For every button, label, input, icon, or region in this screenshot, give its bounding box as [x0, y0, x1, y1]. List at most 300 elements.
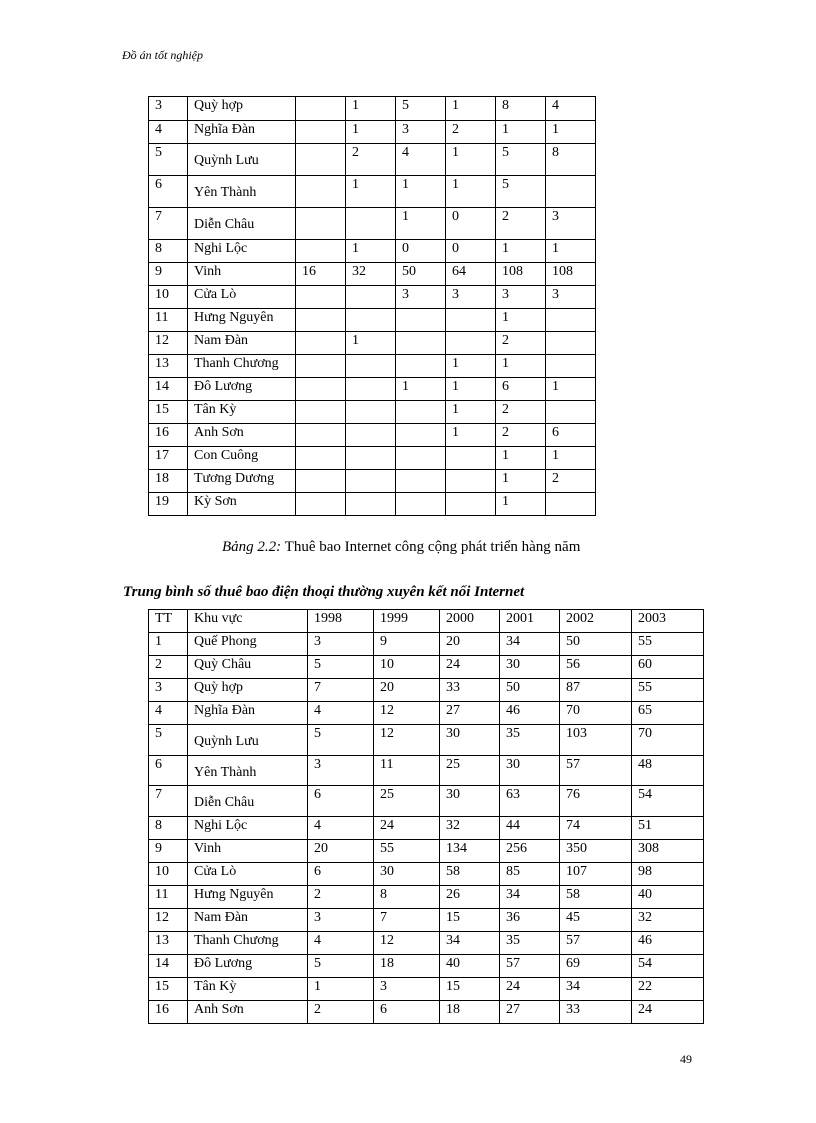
value-cell: 6 — [546, 424, 596, 447]
value-cell: 34 — [500, 886, 560, 909]
value-cell: 350 — [560, 840, 632, 863]
table-row — [149, 817, 704, 840]
value-cell: 34 — [500, 633, 560, 656]
district-name: Kỳ Sơn — [188, 493, 296, 516]
value-cell: 56 — [560, 656, 632, 679]
row-index: 14 — [149, 378, 188, 401]
value-cell: 1 — [308, 978, 374, 1001]
row-index: 3 — [149, 97, 188, 121]
district-name: Tân Kỳ — [188, 978, 308, 1001]
row-index: 17 — [149, 447, 188, 470]
value-cell — [296, 176, 346, 208]
value-cell: 3 — [308, 909, 374, 932]
value-cell: 50 — [560, 633, 632, 656]
table-row — [149, 725, 704, 756]
value-cell: 3 — [308, 633, 374, 656]
value-cell: 15 — [440, 909, 500, 932]
table-row — [149, 470, 596, 493]
value-cell: 34 — [440, 932, 500, 955]
value-cell: 57 — [560, 932, 632, 955]
value-cell — [296, 144, 346, 176]
row-index: 13 — [149, 355, 188, 378]
value-cell: 30 — [500, 656, 560, 679]
value-cell — [446, 332, 496, 355]
value-cell: 20 — [440, 633, 500, 656]
value-cell: 12 — [374, 932, 440, 955]
table-row — [149, 886, 704, 909]
value-cell — [346, 470, 396, 493]
value-cell: 0 — [396, 240, 446, 263]
value-cell: 8 — [546, 144, 596, 176]
value-cell — [296, 378, 346, 401]
table-row — [149, 633, 704, 656]
table-row — [149, 97, 596, 121]
row-index: 11 — [149, 886, 188, 909]
value-cell: 34 — [560, 978, 632, 1001]
value-cell: 27 — [500, 1001, 560, 1024]
district-name: Quỳ hợp — [188, 97, 296, 121]
value-cell — [546, 493, 596, 516]
value-cell: 1 — [446, 424, 496, 447]
row-index: 2 — [149, 656, 188, 679]
table-row — [149, 909, 704, 932]
value-cell: 1 — [446, 401, 496, 424]
value-cell: 1 — [496, 240, 546, 263]
district-name: Tân Kỳ — [188, 401, 296, 424]
value-cell — [296, 121, 346, 144]
section-subtitle: Trung bình số thuê bao điện thoại thường xuyên kết nối Internet — [123, 584, 525, 600]
district-name: Yên Thành — [188, 756, 308, 786]
value-cell: 1 — [496, 447, 546, 470]
district-name: Vinh — [188, 840, 308, 863]
value-cell: 5 — [496, 176, 546, 208]
value-cell — [296, 424, 346, 447]
district-name: Con Cuông — [188, 447, 296, 470]
district-name: Đô Lương — [188, 378, 296, 401]
table-caption — [222, 539, 580, 556]
value-cell: 25 — [374, 786, 440, 817]
value-cell: 58 — [560, 886, 632, 909]
district-name: Nghi Lộc — [188, 817, 308, 840]
row-index: 10 — [149, 863, 188, 886]
value-cell: 24 — [500, 978, 560, 1001]
value-cell: 22 — [632, 978, 704, 1001]
value-cell: 1 — [546, 378, 596, 401]
table-row — [149, 208, 596, 240]
value-cell: 2 — [546, 470, 596, 493]
value-cell: 32 — [346, 263, 396, 286]
row-index: 7 — [149, 786, 188, 817]
value-cell: 45 — [560, 909, 632, 932]
page-header: Đồ án tốt nghiệp — [122, 48, 203, 62]
column-header: TT — [149, 610, 188, 633]
district-name: Hưng Nguyên — [188, 309, 296, 332]
table-row — [149, 493, 596, 516]
table-row — [149, 309, 596, 332]
table-row — [149, 932, 704, 955]
table-row — [149, 144, 596, 176]
value-cell: 8 — [496, 97, 546, 121]
value-cell — [396, 447, 446, 470]
district-name: Anh Sơn — [188, 1001, 308, 1024]
value-cell: 1 — [346, 240, 396, 263]
row-index: 13 — [149, 932, 188, 955]
row-index: 6 — [149, 756, 188, 786]
value-cell: 1 — [496, 470, 546, 493]
district-name: Yên Thành — [188, 176, 296, 208]
row-index: 3 — [149, 679, 188, 702]
value-cell: 2 — [496, 424, 546, 447]
value-cell: 1 — [346, 176, 396, 208]
value-cell: 5 — [496, 144, 546, 176]
value-cell — [396, 355, 446, 378]
value-cell: 308 — [632, 840, 704, 863]
value-cell — [546, 355, 596, 378]
value-cell: 24 — [374, 817, 440, 840]
table-row — [149, 286, 596, 309]
value-cell: 35 — [500, 932, 560, 955]
value-cell: 57 — [500, 955, 560, 978]
value-cell — [296, 447, 346, 470]
value-cell: 6 — [496, 378, 546, 401]
table-row — [149, 955, 704, 978]
value-cell: 2 — [308, 1001, 374, 1024]
row-index: 11 — [149, 309, 188, 332]
value-cell — [396, 401, 446, 424]
value-cell: 1 — [346, 332, 396, 355]
column-header: 2002 — [560, 610, 632, 633]
value-cell: 46 — [500, 702, 560, 725]
row-index: 4 — [149, 121, 188, 144]
value-cell: 1 — [346, 97, 396, 121]
value-cell: 25 — [440, 756, 500, 786]
column-header: 1998 — [308, 610, 374, 633]
value-cell: 1 — [546, 121, 596, 144]
value-cell: 1 — [396, 378, 446, 401]
district-name: Nam Đàn — [188, 332, 296, 355]
row-index: 7 — [149, 208, 188, 240]
value-cell — [346, 424, 396, 447]
value-cell — [396, 493, 446, 516]
district-name: Cửa Lò — [188, 286, 296, 309]
column-header: 2001 — [500, 610, 560, 633]
value-cell: 70 — [632, 725, 704, 756]
district-name: Hưng Nguyên — [188, 886, 308, 909]
value-cell — [546, 309, 596, 332]
value-cell: 0 — [446, 240, 496, 263]
value-cell: 58 — [440, 863, 500, 886]
row-index: 10 — [149, 286, 188, 309]
value-cell: 3 — [446, 286, 496, 309]
value-cell: 7 — [374, 909, 440, 932]
value-cell: 64 — [446, 263, 496, 286]
value-cell: 18 — [440, 1001, 500, 1024]
value-cell: 36 — [500, 909, 560, 932]
value-cell: 8 — [374, 886, 440, 909]
value-cell: 33 — [560, 1001, 632, 1024]
row-index: 18 — [149, 470, 188, 493]
table-row — [149, 679, 704, 702]
value-cell: 5 — [308, 725, 374, 756]
district-name: Diễn Châu — [188, 208, 296, 240]
table-row — [149, 176, 596, 208]
value-cell: 5 — [308, 656, 374, 679]
value-cell: 30 — [440, 725, 500, 756]
value-cell: 46 — [632, 932, 704, 955]
table-row — [149, 656, 704, 679]
value-cell — [396, 309, 446, 332]
value-cell — [446, 447, 496, 470]
value-cell: 1 — [546, 447, 596, 470]
value-cell — [396, 470, 446, 493]
value-cell: 4 — [308, 817, 374, 840]
value-cell: 2 — [496, 208, 546, 240]
value-cell: 2 — [496, 332, 546, 355]
value-cell: 108 — [496, 263, 546, 286]
value-cell — [296, 355, 346, 378]
value-cell — [346, 309, 396, 332]
table-row — [149, 378, 596, 401]
value-cell: 50 — [500, 679, 560, 702]
table-row — [149, 401, 596, 424]
value-cell: 63 — [500, 786, 560, 817]
value-cell: 1 — [446, 355, 496, 378]
value-cell: 1 — [446, 378, 496, 401]
table-row — [149, 263, 596, 286]
value-cell — [296, 401, 346, 424]
value-cell: 60 — [632, 656, 704, 679]
value-cell: 54 — [632, 955, 704, 978]
value-cell: 32 — [440, 817, 500, 840]
value-cell: 57 — [560, 756, 632, 786]
value-cell: 1 — [496, 493, 546, 516]
value-cell — [296, 286, 346, 309]
district-name: Cửa Lò — [188, 863, 308, 886]
value-cell: 3 — [308, 756, 374, 786]
district-name: Thanh Chương — [188, 355, 296, 378]
value-cell: 1 — [446, 97, 496, 121]
value-cell — [546, 401, 596, 424]
value-cell — [546, 176, 596, 208]
value-cell: 40 — [632, 886, 704, 909]
value-cell: 5 — [308, 955, 374, 978]
value-cell — [296, 208, 346, 240]
value-cell — [296, 493, 346, 516]
value-cell: 5 — [396, 97, 446, 121]
district-name: Thanh Chương — [188, 932, 308, 955]
value-cell: 24 — [440, 656, 500, 679]
caption-text: Thuê bao Internet công cộng phát triển hàng năm — [281, 539, 581, 555]
table-row — [149, 447, 596, 470]
table-row — [149, 702, 704, 725]
value-cell — [346, 208, 396, 240]
value-cell: 55 — [374, 840, 440, 863]
district-name: Nghi Lộc — [188, 240, 296, 263]
value-cell: 20 — [374, 679, 440, 702]
table-row — [149, 786, 704, 817]
value-cell: 27 — [440, 702, 500, 725]
value-cell: 1 — [446, 144, 496, 176]
district-name: Quỳnh Lưu — [188, 144, 296, 176]
value-cell: 9 — [374, 633, 440, 656]
value-cell: 3 — [396, 121, 446, 144]
district-name: Quỳ hợp — [188, 679, 308, 702]
table-row — [149, 424, 596, 447]
table-row — [149, 1001, 704, 1024]
row-index: 9 — [149, 263, 188, 286]
value-cell: 18 — [374, 955, 440, 978]
row-index: 19 — [149, 493, 188, 516]
value-cell — [296, 97, 346, 121]
value-cell: 44 — [500, 817, 560, 840]
value-cell: 30 — [440, 786, 500, 817]
value-cell: 1 — [546, 240, 596, 263]
value-cell: 15 — [440, 978, 500, 1001]
district-name: Đô Lương — [188, 955, 308, 978]
column-header: 2000 — [440, 610, 500, 633]
value-cell: 2 — [346, 144, 396, 176]
value-cell: 6 — [308, 863, 374, 886]
value-cell: 16 — [296, 263, 346, 286]
value-cell — [296, 332, 346, 355]
value-cell: 70 — [560, 702, 632, 725]
value-cell: 1 — [396, 208, 446, 240]
row-index: 14 — [149, 955, 188, 978]
value-cell — [446, 470, 496, 493]
value-cell — [546, 332, 596, 355]
value-cell: 108 — [546, 263, 596, 286]
district-name: Vinh — [188, 263, 296, 286]
table-row — [149, 863, 704, 886]
value-cell: 6 — [308, 786, 374, 817]
value-cell — [296, 309, 346, 332]
value-cell: 51 — [632, 817, 704, 840]
district-name: Nam Đàn — [188, 909, 308, 932]
row-index: 5 — [149, 144, 188, 176]
value-cell: 1 — [346, 121, 396, 144]
value-cell — [296, 470, 346, 493]
value-cell — [346, 378, 396, 401]
row-index: 1 — [149, 633, 188, 656]
column-header: 1999 — [374, 610, 440, 633]
value-cell: 134 — [440, 840, 500, 863]
value-cell: 1 — [396, 176, 446, 208]
value-cell: 4 — [308, 702, 374, 725]
district-name: Diễn Châu — [188, 786, 308, 817]
district-name: Quỳnh Lưu — [188, 725, 308, 756]
value-cell: 55 — [632, 679, 704, 702]
table-row — [149, 332, 596, 355]
table-header-row — [149, 610, 704, 633]
row-index: 8 — [149, 817, 188, 840]
value-cell — [346, 286, 396, 309]
value-cell: 26 — [440, 886, 500, 909]
value-cell: 3 — [546, 208, 596, 240]
value-cell: 65 — [632, 702, 704, 725]
value-cell — [346, 493, 396, 516]
value-cell: 30 — [500, 756, 560, 786]
value-cell: 85 — [500, 863, 560, 886]
table-row — [149, 756, 704, 786]
table-row — [149, 121, 596, 144]
value-cell — [446, 309, 496, 332]
value-cell: 1 — [446, 176, 496, 208]
value-cell: 76 — [560, 786, 632, 817]
value-cell: 50 — [396, 263, 446, 286]
value-cell — [346, 401, 396, 424]
value-cell: 35 — [500, 725, 560, 756]
value-cell: 54 — [632, 786, 704, 817]
value-cell: 33 — [440, 679, 500, 702]
row-index: 16 — [149, 424, 188, 447]
value-cell: 12 — [374, 725, 440, 756]
row-index: 5 — [149, 725, 188, 756]
value-cell: 6 — [374, 1001, 440, 1024]
value-cell: 3 — [546, 286, 596, 309]
column-header: Khu vực — [188, 610, 308, 633]
average-subscribers-table — [148, 609, 704, 1024]
district-name: Tương Dương — [188, 470, 296, 493]
value-cell: 48 — [632, 756, 704, 786]
value-cell: 2 — [496, 401, 546, 424]
district-name: Nghĩa Đàn — [188, 121, 296, 144]
table-row — [149, 978, 704, 1001]
value-cell: 103 — [560, 725, 632, 756]
value-cell: 3 — [396, 286, 446, 309]
value-cell — [446, 493, 496, 516]
value-cell: 4 — [308, 932, 374, 955]
value-cell: 2 — [446, 121, 496, 144]
subscriber-growth-table-continued — [148, 96, 596, 516]
value-cell: 4 — [396, 144, 446, 176]
value-cell: 1 — [496, 309, 546, 332]
district-name: Anh Sơn — [188, 424, 296, 447]
table-row — [149, 840, 704, 863]
row-index: 9 — [149, 840, 188, 863]
value-cell: 11 — [374, 756, 440, 786]
district-name: Nghĩa Đàn — [188, 702, 308, 725]
value-cell: 2 — [308, 886, 374, 909]
row-index: 8 — [149, 240, 188, 263]
value-cell: 32 — [632, 909, 704, 932]
value-cell — [396, 332, 446, 355]
value-cell: 87 — [560, 679, 632, 702]
row-index: 15 — [149, 401, 188, 424]
row-index: 16 — [149, 1001, 188, 1024]
district-name: Quỳ Châu — [188, 656, 308, 679]
value-cell: 24 — [632, 1001, 704, 1024]
value-cell: 69 — [560, 955, 632, 978]
value-cell: 4 — [546, 97, 596, 121]
value-cell: 74 — [560, 817, 632, 840]
value-cell: 0 — [446, 208, 496, 240]
value-cell: 256 — [500, 840, 560, 863]
row-index: 15 — [149, 978, 188, 1001]
value-cell: 10 — [374, 656, 440, 679]
caption-label: Bảng 2.2: — [222, 539, 282, 555]
row-index: 12 — [149, 909, 188, 932]
value-cell: 98 — [632, 863, 704, 886]
value-cell: 20 — [308, 840, 374, 863]
value-cell: 3 — [374, 978, 440, 1001]
value-cell — [346, 447, 396, 470]
value-cell: 7 — [308, 679, 374, 702]
row-index: 12 — [149, 332, 188, 355]
page-number: 49 — [680, 1052, 692, 1066]
value-cell — [346, 355, 396, 378]
row-index: 6 — [149, 176, 188, 208]
table-row — [149, 240, 596, 263]
